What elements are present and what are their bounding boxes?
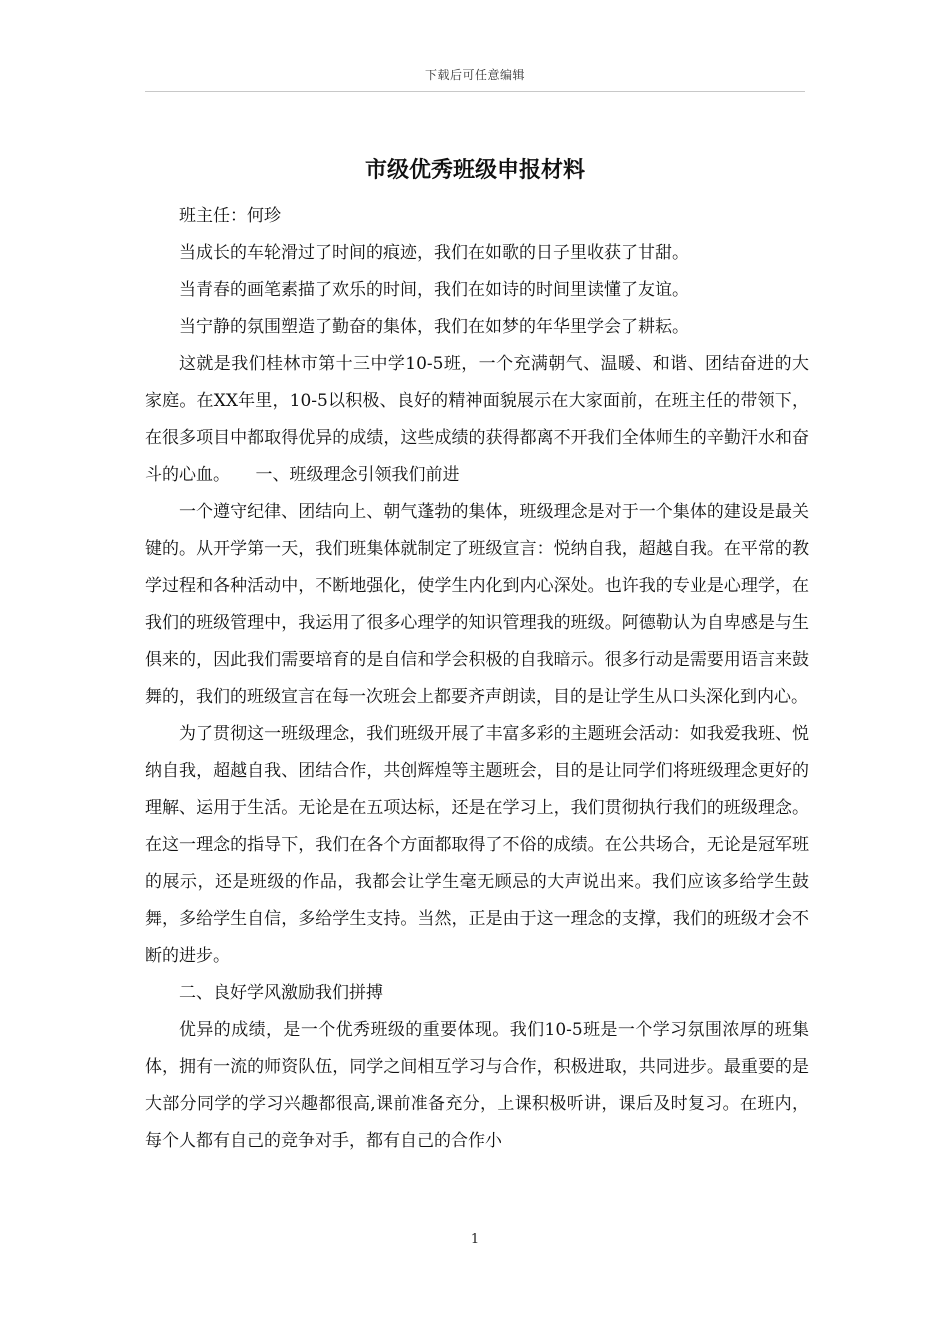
paragraph: 一个遵守纪律、团结向上、朝气蓬勃的集体，班级理念是对于一个集体的建设是最关键的。从开学第一天，我们班集体就制定了班级宣言：悦纳自我，超越自我。在平常的教学过程和各种活动中，不断地强化，使学生内化到内心深处。也许我的专业是心理学，在我们的班级管理中，我运用了很多心理学的知识管理我的班级。阿德勒认为自卑感是与生俱来的，因此我们需要培育的是自信和学会积极的自我暗示。很多行动是需要用语言来鼓舞的，我们的班级宣言在每一次班会上都要齐声朗读，目的是让学生从口头深化到内心。 — [145, 502, 809, 707]
section-heading: 二、良好学风激励我们拼搏 — [179, 983, 383, 1003]
paragraph-head-teacher: 班主任：何珍 — [179, 206, 281, 226]
page-header: 下载后可任意编辑 — [424, 68, 525, 82]
paragraph: 这就是我们桂林市第十三中学10-5班，一个充满朝气、温暖、和谐、团结奋进的大家庭。在XX年里，10-5以积极、良好的精神面貌展示在大家面前，在班主任的带领下，在很多项目中都取得优异的成绩，这些成绩的获得都离不开我们全体师生的辛勤汗水和奋斗的心血。 一、班级理念引领我们前进 — [145, 354, 809, 485]
document-body — [145, 198, 809, 1160]
paragraph: 当宁静的氛围塑造了勤奋的集体，我们在如梦的年华里学会了耕耘。 — [179, 317, 689, 337]
page-number: 1 — [470, 1232, 480, 1247]
document-title: 市级优秀班级申报材料 — [364, 158, 585, 183]
header-divider — [145, 91, 805, 92]
paragraph: 当青春的画笔素描了欢乐的时间，我们在如诗的时间里读懂了友谊。 — [179, 280, 689, 300]
paragraph: 为了贯彻这一班级理念，我们班级开展了丰富多彩的主题班会活动：如我爱我班、悦纳自我，超越自我、团结合作，共创辉煌等主题班会，目的是让同学们将班级理念更好的理解、运用于生活。无论是在五项达标，还是在学习上，我们贯彻执行我们的班级理念。在这一理念的指导下，我们在各个方面都取得了不俗的成绩。在公共场合，无论是冠军班的展示，还是班级的作品，我都会让学生毫无顾忌的大声说出来。我们应该多给学生鼓舞，多给学生自信，多给学生支持。当然，正是由于这一理念的支撑，我们的班级才会不断的进步。 — [145, 724, 809, 966]
paragraph: 优异的成绩，是一个优秀班级的重要体现。我们10-5班是一个学习氛围浓厚的班集体，拥有一流的师资队伍，同学之间相互学习与合作，积极进取，共同进步。最重要的是大部分同学的学习兴趣都很高,课前准备充分，上课积极听讲，课后及时复习。在班内，每个人都有自己的竞争对手，都有自己的合作小 — [145, 1020, 809, 1151]
paragraph: 当成长的车轮滑过了时间的痕迹，我们在如歌的日子里收获了甘甜。 — [179, 243, 689, 263]
